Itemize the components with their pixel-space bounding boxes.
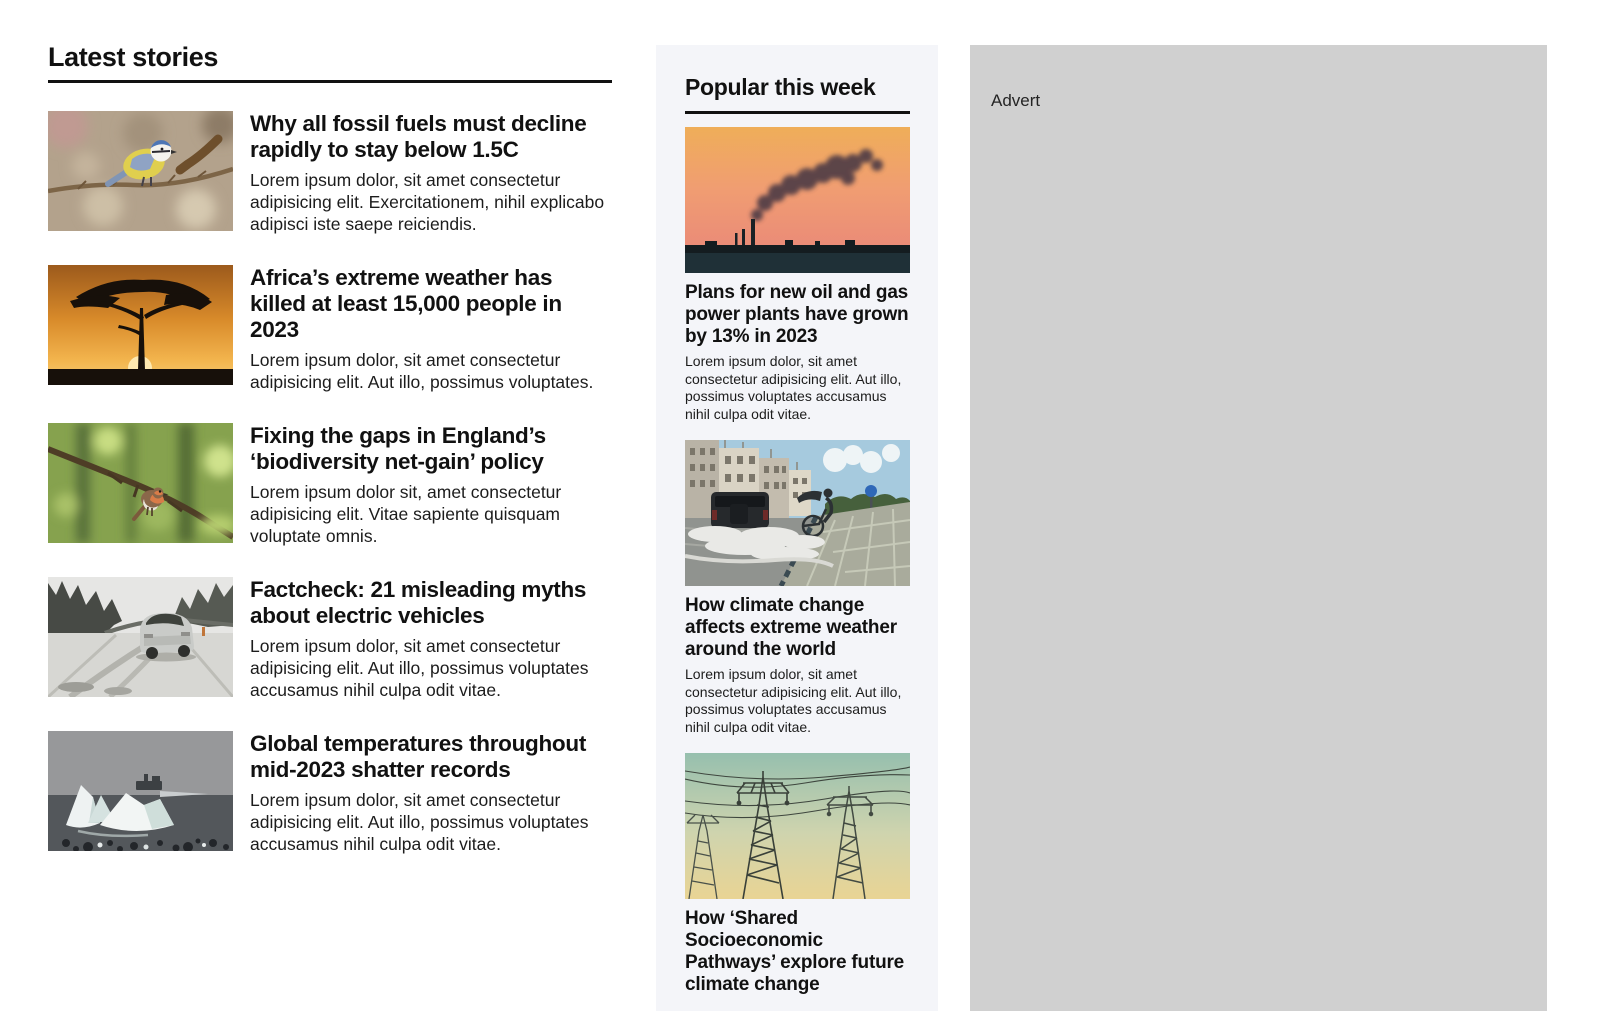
story-headline[interactable]: Why all fossil fuels must decline rapidly to stay below 1.5C	[250, 111, 587, 162]
story-headline[interactable]: Global temperatures throughout mid-2023 shatter records	[250, 731, 587, 782]
story-headline[interactable]: Factcheck: 21 misleading myths about electric vehicles	[250, 577, 587, 628]
story-headline[interactable]: Fixing the gaps in England’s ‘biodiversity net-gain’ policy	[250, 423, 546, 474]
story-item[interactable]	[48, 731, 612, 855]
story-item[interactable]	[48, 265, 612, 393]
popular-image-flooded-street[interactable]	[685, 440, 910, 586]
story-image-acacia-sunset[interactable]	[48, 265, 233, 385]
popular-story-item[interactable]	[685, 127, 910, 423]
story-image-electric-car-snow[interactable]	[48, 577, 233, 697]
popular-headline[interactable]: Plans for new oil and gas power plants have grown by 13% in 2023	[685, 282, 909, 347]
popular-story-item[interactable]	[685, 753, 910, 996]
story-text	[250, 577, 612, 701]
popular-excerpt: Lorem ipsum dolor, sit amet consectetur adipisicing elit. Aut illo, possimus voluptates accusamus nihil culpa odit vitae.	[685, 666, 902, 735]
story-item[interactable]	[48, 577, 612, 701]
story-excerpt: Lorem ipsum dolor, sit amet consectetur adipisicing elit. Aut illo, possimus voluptates.	[250, 350, 594, 392]
latest-stories-title: Latest stories	[48, 42, 218, 72]
advert-label: Advert	[991, 91, 1041, 110]
story-headline[interactable]: Africa’s extreme weather has killed at least 15,000 people in 2023	[250, 265, 562, 342]
popular-headline[interactable]: How climate change affects extreme weather around the world	[685, 595, 897, 660]
popular-image-electricity-pylons[interactable]	[685, 753, 910, 899]
story-image-blue-tit-bird[interactable]	[48, 111, 233, 231]
story-item[interactable]	[48, 111, 612, 235]
popular-this-week-section	[656, 45, 938, 1011]
advert-placeholder	[970, 45, 1547, 1011]
popular-excerpt: Lorem ipsum dolor, sit amet consectetur adipisicing elit. Aut illo, possimus voluptates accusamus nihil culpa odit vitae.	[685, 353, 902, 422]
story-excerpt: Lorem ipsum dolor, sit amet consectetur adipisicing elit. Aut illo, possimus voluptates accusamus nihil culpa odit vitae.	[250, 636, 589, 700]
popular-headline[interactable]: How ‘Shared Socioeconomic Pathways’ explore future climate change	[685, 908, 905, 995]
story-text	[250, 265, 612, 393]
story-excerpt: Lorem ipsum dolor sit, amet consectetur adipisicing elit. Vitae sapiente quisquam voluptate omnis.	[250, 482, 562, 546]
story-item[interactable]	[48, 423, 612, 547]
popular-title: Popular this week	[685, 74, 910, 114]
story-excerpt: Lorem ipsum dolor, sit amet consectetur adipisicing elit. Exercitationem, nihil explicabo adipisci iste saepe reiciendis.	[250, 170, 605, 234]
latest-stories-section	[48, 42, 612, 885]
story-text	[250, 423, 612, 547]
section-divider	[48, 80, 612, 83]
story-image-icebergs[interactable]	[48, 731, 233, 851]
popular-story-item[interactable]	[685, 440, 910, 736]
story-image-robin-woodland[interactable]	[48, 423, 233, 543]
story-text	[250, 111, 612, 235]
story-excerpt: Lorem ipsum dolor, sit amet consectetur adipisicing elit. Aut illo, possimus voluptates accusamus nihil culpa odit vitae.	[250, 790, 589, 854]
popular-image-power-station[interactable]	[685, 127, 910, 273]
story-text	[250, 731, 612, 855]
